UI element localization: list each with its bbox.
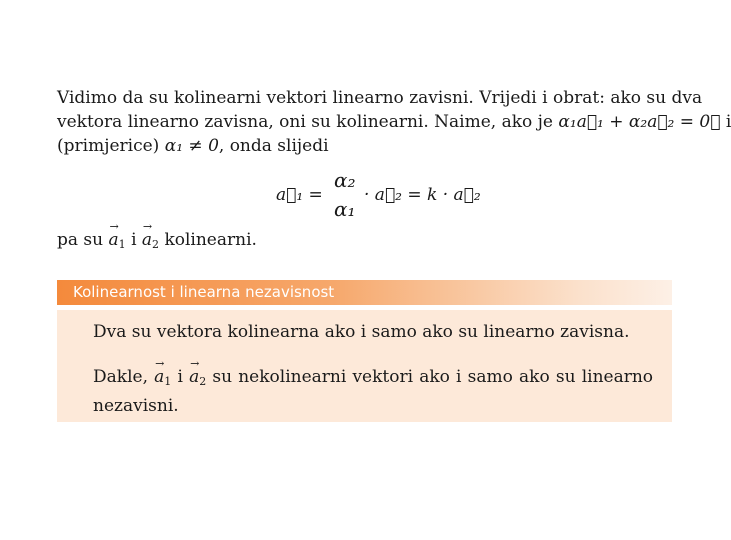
vector-a1-box: → $a_1$ (154, 367, 171, 387)
fraction-denominator: α₁ (334, 197, 356, 221)
collinearity-formula (268, 170, 528, 226)
intro-paragraph (57, 86, 731, 158)
linear-combination: α₁a⃗₁ + α₂a⃗₂ = 0⃗ (558, 112, 721, 132)
conclusion-conj: i (131, 230, 137, 250)
conclusion-paragraph (57, 228, 673, 257)
intro-line-2-end: i (725, 112, 731, 132)
conclusion-prefix: pa su (57, 230, 104, 250)
alpha-condition: α₁ ≠ 0 (164, 136, 219, 156)
intro-line-2-text: vektora linearno zavisna, oni su kolinearni. Naime, ako je (57, 112, 553, 132)
statement-2-prefix: Dakle, (93, 367, 148, 387)
formula-rhs: · a⃗₂ = k · a⃗₂ (364, 185, 481, 205)
intro-line-3-end: , onda slijedi (218, 136, 329, 156)
formula-lhs: a⃗₁ = (276, 185, 323, 205)
theorem-statement-2 (93, 365, 653, 418)
vector-a1: → $a_1$ (109, 230, 126, 250)
vector-a2-box: → $a_2$ (189, 367, 206, 387)
section-title: Kolinearnost i linearna nezavisnost (73, 283, 335, 301)
intro-line-2 (57, 110, 731, 134)
theorem-box (57, 310, 672, 422)
conclusion-suffix: kolinearni. (164, 230, 257, 250)
intro-line-1: Vidimo da su kolinearni vektori linearno zavisni. Vrijedi i obrat: ako su dva (57, 88, 703, 108)
vector-a2: → $a_2$ (142, 230, 159, 250)
section-title-bar (57, 280, 672, 305)
intro-line-3-text: (primjerice) (57, 136, 160, 156)
statement-2-line-1-end: su nekolinearni vektori ako i samo ako su linearno (212, 367, 654, 387)
statement-2-conj: i (177, 367, 183, 387)
intro-line-3 (57, 134, 673, 158)
statement-2-line-2: nezavisni. (93, 396, 179, 416)
theorem-statement-1: Dva su vektora kolinearna ako i samo ako su linearno zavisna. (93, 322, 630, 342)
fraction-numerator: α₂ (334, 168, 356, 192)
statement-2-line-1 (93, 365, 653, 394)
